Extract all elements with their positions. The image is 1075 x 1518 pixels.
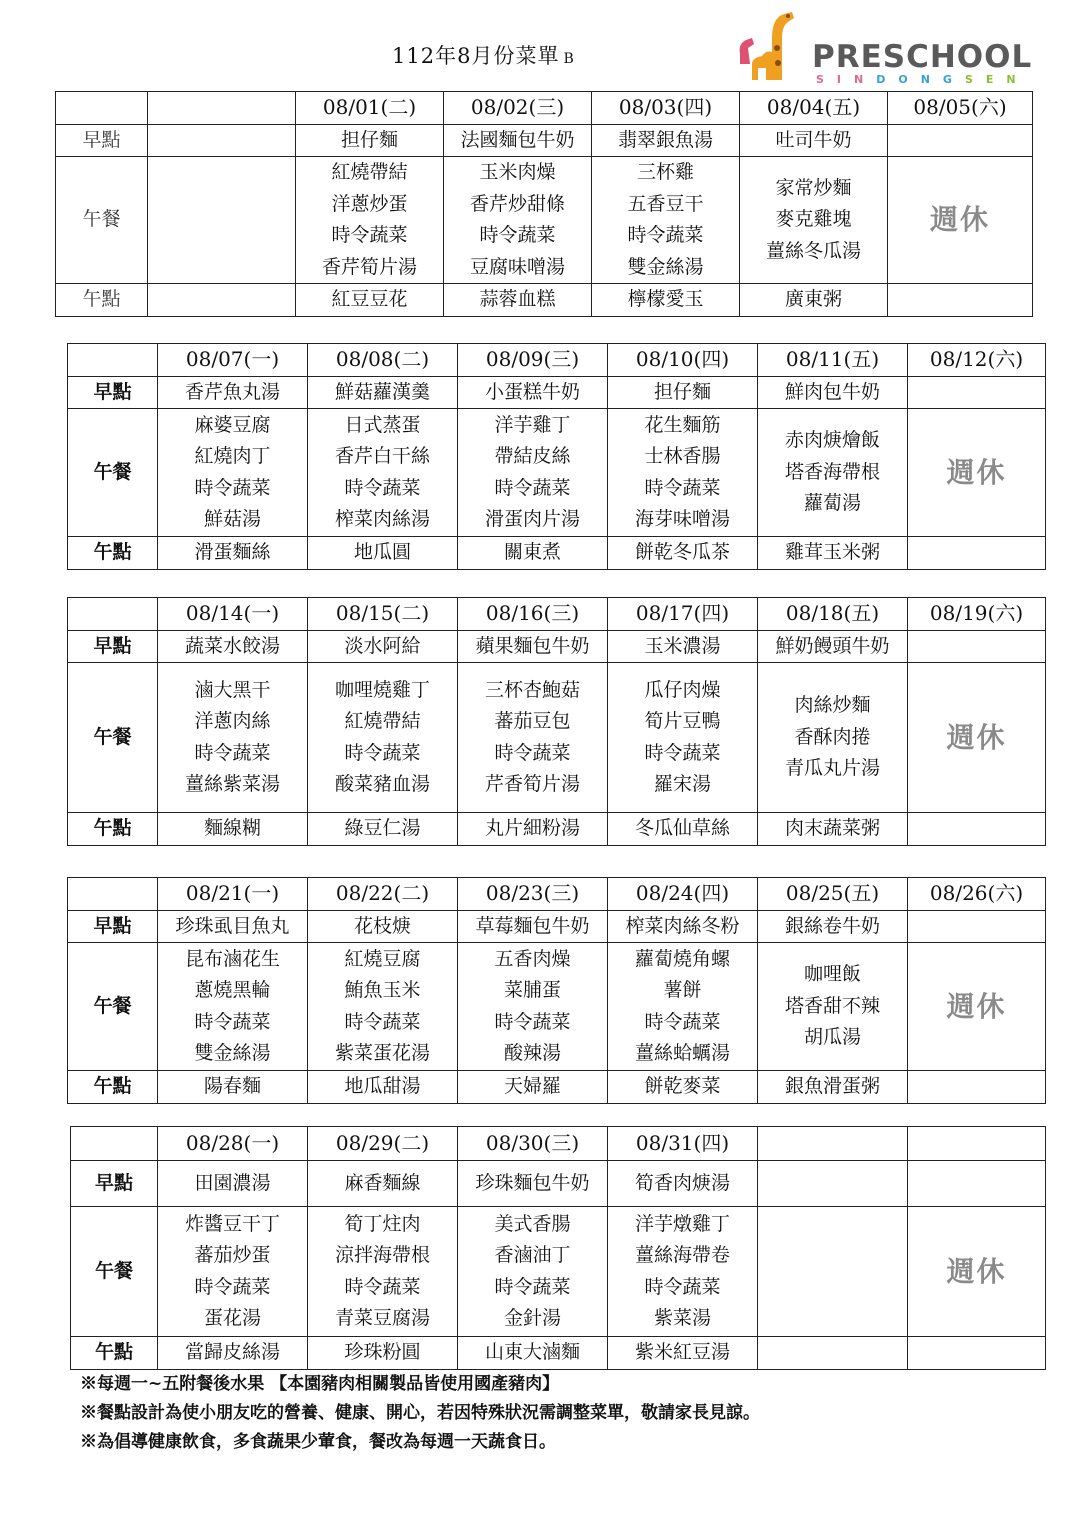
dish: 洋蔥肉絲 — [194, 710, 271, 732]
snack-cell: 當歸皮絲湯 — [158, 1337, 308, 1370]
day-header: 08/29(二) — [308, 1127, 458, 1161]
breakfast-cell — [908, 630, 1046, 663]
dish: 青瓜丸片湯 — [784, 757, 880, 780]
day-header: 08/23(三) — [458, 878, 608, 911]
lunch-cell — [740, 157, 888, 284]
dish: 五香肉燥 — [494, 947, 571, 970]
snack-cell: 珍珠粉圓 — [308, 1337, 458, 1370]
breakfast-cell — [888, 124, 1033, 157]
blank-cell — [148, 157, 296, 284]
breakfast-cell: 担仔麵 — [296, 124, 444, 157]
dish: 榨菜肉絲湯 — [334, 508, 430, 530]
holiday-cell: 週休 — [908, 663, 1046, 813]
dish: 紫菜蛋花湯 — [334, 1042, 430, 1064]
holiday-cell: 週休 — [908, 1207, 1046, 1337]
dish: 蔥燒黑輪 — [194, 979, 271, 1001]
dish: 昆布滷花生 — [184, 947, 280, 970]
dish: 五香豆干 — [627, 192, 704, 215]
breakfast-cell: 玉米濃湯 — [608, 630, 758, 663]
dish: 蕃茄炒蛋 — [194, 1244, 271, 1266]
snack-cell: 麵線糊 — [158, 813, 308, 846]
day-header: 08/17(四) — [608, 598, 758, 631]
lunch-cell — [158, 1207, 308, 1337]
lunch-cell — [308, 1207, 458, 1337]
snack-cell: 銀魚滑蛋粥 — [758, 1071, 908, 1104]
lunch-cell — [458, 409, 608, 537]
day-header: 08/04(五) — [740, 92, 888, 125]
dish: 紅燒肉丁 — [194, 445, 271, 467]
day-header: 08/03(四) — [592, 92, 740, 125]
day-header: 08/05(六) — [888, 92, 1033, 125]
footnotes — [80, 1370, 760, 1457]
dish: 時令蔬菜 — [494, 1010, 571, 1033]
dish: 雙金絲湯 — [194, 1042, 271, 1064]
lunch-cell — [758, 663, 908, 813]
dish: 香芹白干絲 — [334, 445, 430, 467]
breakfast-cell: 蘋果麵包牛奶 — [458, 630, 608, 663]
snack-cell — [758, 1337, 908, 1370]
row-label-snack: 午點 — [68, 813, 158, 846]
dish: 滑蛋肉片湯 — [484, 508, 580, 530]
day-header: 08/01(二) — [296, 92, 444, 125]
holiday-cell: 週休 — [888, 157, 1033, 284]
snack-cell: 檸檬愛玉 — [592, 284, 740, 317]
menu-table-week-2 — [67, 343, 1046, 570]
lunch-cell — [608, 663, 758, 813]
day-header — [758, 1127, 908, 1161]
dish: 芹香筍片湯 — [484, 773, 580, 795]
day-header: 08/08(二) — [308, 344, 458, 377]
day-header: 08/26(六) — [908, 878, 1046, 911]
breakfast-cell: 淡水阿給 — [308, 630, 458, 663]
lunch-cell — [458, 943, 608, 1071]
lunch-cell — [608, 1207, 758, 1337]
dish: 羅宋湯 — [653, 773, 711, 795]
corner-cell — [56, 92, 148, 125]
row-label-breakfast: 早點 — [71, 1161, 158, 1207]
breakfast-cell: 榨菜肉絲冬粉 — [608, 910, 758, 943]
row-label-lunch: 午餐 — [56, 157, 148, 284]
breakfast-cell: 花枝焿 — [308, 910, 458, 943]
lunch-cell — [308, 943, 458, 1071]
dish: 薑絲冬瓜湯 — [765, 239, 861, 262]
breakfast-cell: 鮮菇蘿漢羹 — [308, 376, 458, 409]
lunch-cell — [458, 1207, 608, 1337]
lunch-cell — [296, 157, 444, 284]
dish: 青菜豆腐湯 — [334, 1307, 430, 1329]
dish: 香酥肉捲 — [794, 725, 871, 748]
blank-cell — [148, 124, 296, 157]
day-header: 08/24(四) — [608, 878, 758, 911]
dish: 咖哩燒雞丁 — [334, 678, 430, 701]
dish: 時令蔬菜 — [344, 741, 421, 764]
day-header: 08/31(四) — [608, 1127, 758, 1161]
dish: 筍片豆鴨 — [644, 710, 721, 732]
day-header: 08/16(三) — [458, 598, 608, 631]
dish: 時令蔬菜 — [194, 1275, 271, 1298]
day-header: 08/14(一) — [158, 598, 308, 631]
lunch-cell — [592, 157, 740, 284]
dish: 香芹筍片湯 — [321, 255, 417, 278]
row-label-snack: 午點 — [68, 537, 158, 570]
dish: 時令蔬菜 — [194, 476, 271, 499]
dish: 肉絲炒麵 — [794, 694, 871, 717]
dish: 蘿蔔湯 — [803, 492, 861, 515]
dish: 時令蔬菜 — [479, 224, 556, 246]
logo-sub-text — [816, 74, 1029, 85]
snack-cell: 雞茸玉米粥 — [758, 537, 908, 570]
dish: 筍丁炷肉 — [344, 1212, 421, 1235]
lunch-cell — [608, 409, 758, 537]
row-label-breakfast: 早點 — [68, 630, 158, 663]
dish: 蕃茄豆包 — [494, 710, 571, 732]
dish: 時令蔬菜 — [627, 224, 704, 246]
day-header: 08/02(三) — [444, 92, 592, 125]
breakfast-cell — [908, 910, 1046, 943]
dish: 酸菜豬血湯 — [334, 773, 430, 795]
day-header: 08/10(四) — [608, 344, 758, 377]
dish: 時令蔬菜 — [494, 476, 571, 499]
snack-cell: 紫米紅豆湯 — [608, 1337, 758, 1370]
snack-cell: 紅豆豆花 — [296, 284, 444, 317]
corner-cell — [68, 598, 158, 631]
dish: 洋芋燉雞丁 — [634, 1212, 730, 1235]
lunch-cell — [444, 157, 592, 284]
snack-cell: 丸片細粉湯 — [458, 813, 608, 846]
dish: 豆腐味噌湯 — [469, 255, 565, 278]
empty-lunch-cell — [758, 1207, 908, 1337]
dish: 菜脯蛋 — [503, 979, 561, 1001]
dish: 海芽味噌湯 — [634, 508, 730, 530]
dish: 滷大黑干 — [194, 678, 271, 701]
snack-cell: 綠豆仁湯 — [308, 813, 458, 846]
snack-cell: 餅乾麥菜 — [608, 1071, 758, 1104]
breakfast-cell: 筍香肉焿湯 — [608, 1161, 758, 1207]
dish: 洋芋雞丁 — [494, 413, 571, 436]
dish: 赤肉焿燴飯 — [784, 429, 880, 452]
dish: 鮮菇湯 — [203, 508, 261, 530]
breakfast-cell — [758, 1161, 908, 1207]
snack-cell: 地瓜圓 — [308, 537, 458, 570]
breakfast-cell: 珍珠虱目魚丸 — [158, 910, 308, 943]
snack-cell: 陽春麵 — [158, 1071, 308, 1104]
row-label-breakfast: 早點 — [68, 376, 158, 409]
dish: 炸醬豆干丁 — [184, 1212, 280, 1235]
day-header: 08/19(六) — [908, 598, 1046, 631]
lunch-cell — [758, 409, 908, 537]
snack-cell: 蒜蓉血糕 — [444, 284, 592, 317]
logo-sub-1: SIN — [816, 73, 877, 86]
breakfast-cell: 翡翠銀魚湯 — [592, 124, 740, 157]
day-header: 08/22(二) — [308, 878, 458, 911]
dish: 家常炒麵 — [775, 176, 852, 199]
row-label-snack: 午點 — [71, 1337, 158, 1370]
breakfast-cell: 銀絲卷牛奶 — [758, 910, 908, 943]
lunch-cell — [308, 663, 458, 813]
lunch-cell — [158, 943, 308, 1071]
breakfast-cell: 鮮奶饅頭牛奶 — [758, 630, 908, 663]
row-label-lunch: 午餐 — [68, 663, 158, 813]
dish: 帶結皮絲 — [494, 445, 571, 467]
dish: 洋蔥炒蛋 — [331, 192, 408, 215]
breakfast-cell: 担仔麵 — [608, 376, 758, 409]
footnote: ※每週一~五附餐後水果 【本園豬肉相關製品皆使用國產豬肉】 — [80, 1374, 560, 1394]
row-label-lunch: 午餐 — [71, 1207, 158, 1337]
preschool-logo — [732, 8, 1032, 90]
dish: 時令蔬菜 — [344, 476, 421, 499]
dish: 日式蒸蛋 — [344, 413, 421, 436]
snack-cell: 廣東粥 — [740, 284, 888, 317]
corner-cell — [68, 344, 158, 377]
dish: 時令蔬菜 — [194, 741, 271, 764]
title-suffix: B — [563, 51, 575, 67]
breakfast-cell — [908, 1161, 1046, 1207]
dish: 時令蔬菜 — [344, 1275, 421, 1298]
day-header: 08/30(三) — [458, 1127, 608, 1161]
row-label-snack: 午點 — [68, 1071, 158, 1104]
blank-cell — [148, 284, 296, 317]
lunch-cell — [308, 409, 458, 537]
dish: 時令蔬菜 — [194, 1010, 271, 1033]
day-header — [908, 1127, 1046, 1161]
breakfast-cell: 麻香麵線 — [308, 1161, 458, 1207]
dish: 時令蔬菜 — [644, 1010, 721, 1033]
day-header: 08/25(五) — [758, 878, 908, 911]
dish: 紅燒豆腐 — [344, 947, 421, 970]
dish: 時令蔬菜 — [344, 1010, 421, 1033]
dish: 玉米肉燥 — [479, 161, 556, 183]
corner-cell — [71, 1127, 158, 1161]
breakfast-cell: 蔬菜水餃湯 — [158, 630, 308, 663]
menu-table-week-1 — [55, 91, 1033, 317]
row-label-lunch: 午餐 — [68, 943, 158, 1071]
dish: 香芹炒甜條 — [469, 192, 565, 215]
breakfast-cell: 吐司牛奶 — [740, 124, 888, 157]
day-header: 08/12(六) — [908, 344, 1046, 377]
snack-cell: 餅乾冬瓜茶 — [608, 537, 758, 570]
dish: 塔香甜不辣 — [784, 994, 880, 1017]
logo-sub-3: SEN — [964, 73, 1029, 86]
dish: 紫菜湯 — [653, 1307, 711, 1329]
dish: 士林香腸 — [644, 445, 721, 467]
row-label-breakfast: 早點 — [56, 124, 148, 157]
blank-cell — [148, 92, 296, 125]
day-header: 08/11(五) — [758, 344, 908, 377]
breakfast-cell: 鮮肉包牛奶 — [758, 376, 908, 409]
dish: 時令蔬菜 — [494, 741, 571, 764]
dish: 薯餅 — [663, 979, 702, 1001]
dish: 薑絲紫菜湯 — [184, 773, 280, 795]
dish: 紅燒帶結 — [331, 161, 408, 183]
dish: 美式香腸 — [494, 1212, 571, 1235]
dish: 時令蔬菜 — [644, 741, 721, 764]
dish: 麻婆豆腐 — [194, 413, 271, 436]
snack-cell: 關東煮 — [458, 537, 608, 570]
dish: 香滷油丁 — [494, 1244, 571, 1266]
corner-cell — [68, 878, 158, 911]
snack-cell — [888, 284, 1033, 317]
day-header: 08/18(五) — [758, 598, 908, 631]
dish: 薑絲蛤蠣湯 — [634, 1042, 730, 1064]
row-label-breakfast: 早點 — [68, 910, 158, 943]
dish: 雙金絲湯 — [627, 255, 704, 278]
giraffe-logo-icon — [732, 8, 812, 88]
lunch-cell — [458, 663, 608, 813]
dish: 時令蔬菜 — [644, 476, 721, 499]
dish: 蘿蔔燒角螺 — [634, 947, 730, 970]
day-header: 08/15(二) — [308, 598, 458, 631]
lunch-cell — [608, 943, 758, 1071]
snack-cell: 滑蛋麵絲 — [158, 537, 308, 570]
logo-sub-2: DONG — [876, 73, 965, 86]
menu-table-week-5 — [70, 1126, 1046, 1370]
breakfast-cell: 小蛋糕牛奶 — [458, 376, 608, 409]
day-header: 08/28(一) — [158, 1127, 308, 1161]
breakfast-cell: 法國麵包牛奶 — [444, 124, 592, 157]
breakfast-cell — [908, 376, 1046, 409]
snack-cell — [908, 813, 1046, 846]
day-header: 08/07(一) — [158, 344, 308, 377]
dish: 蛋花湯 — [203, 1307, 261, 1329]
lunch-cell — [758, 943, 908, 1071]
row-label-snack: 午點 — [56, 284, 148, 317]
title-text: 112年8月份菜單 — [392, 44, 560, 68]
snack-cell: 肉末蔬菜粥 — [758, 813, 908, 846]
footnote: ※為倡導健康飲食，多食蔬果少葷食，餐改為每週一天蔬食日。 — [80, 1432, 556, 1452]
holiday-cell: 週休 — [908, 943, 1046, 1071]
dish: 涼拌海帶根 — [334, 1244, 430, 1266]
breakfast-cell: 香芹魚丸湯 — [158, 376, 308, 409]
snack-cell — [908, 537, 1046, 570]
snack-cell: 冬瓜仙草絲 — [608, 813, 758, 846]
dish: 時令蔬菜 — [494, 1275, 571, 1298]
lunch-cell — [158, 663, 308, 813]
menu-table-week-3 — [67, 597, 1046, 846]
breakfast-cell: 珍珠麵包牛奶 — [458, 1161, 608, 1207]
dish: 金針湯 — [503, 1307, 561, 1329]
dish: 時令蔬菜 — [331, 224, 408, 246]
breakfast-cell: 田園濃湯 — [158, 1161, 308, 1207]
menu-table-week-4 — [67, 877, 1046, 1104]
dish: 酸辣湯 — [503, 1042, 561, 1064]
breakfast-cell: 草莓麵包牛奶 — [458, 910, 608, 943]
row-label-lunch: 午餐 — [68, 409, 158, 537]
dish: 薑絲海帶卷 — [634, 1244, 730, 1266]
dish: 瓜仔肉燥 — [644, 678, 721, 701]
dish: 塔香海帶根 — [784, 460, 880, 483]
day-header: 08/21(一) — [158, 878, 308, 911]
snack-cell — [908, 1337, 1046, 1370]
snack-cell: 天婦羅 — [458, 1071, 608, 1104]
dish: 三杯雞 — [636, 161, 694, 183]
page-title — [392, 40, 575, 70]
dish: 胡瓜湯 — [803, 1026, 861, 1049]
day-header: 08/09(三) — [458, 344, 608, 377]
dish: 紅燒帶結 — [344, 710, 421, 732]
dish: 咖哩飯 — [803, 963, 861, 986]
lunch-cell — [158, 409, 308, 537]
snack-cell — [908, 1071, 1046, 1104]
dish: 三杯杏鮑菇 — [484, 678, 580, 701]
logo-brand-text: PRESCHOOL — [812, 39, 1033, 75]
footnote: ※餐點設計為使小朋友吃的營養、健康、開心，若因特殊狀況需調整菜單，敬請家長見諒。 — [80, 1403, 760, 1423]
dish: 時令蔬菜 — [644, 1275, 721, 1298]
dish: 麥克雞塊 — [775, 208, 852, 231]
dish: 花生麵筋 — [644, 413, 721, 436]
snack-cell: 地瓜甜湯 — [308, 1071, 458, 1104]
dish: 鮪魚玉米 — [344, 979, 421, 1001]
snack-cell: 山東大滷麵 — [458, 1337, 608, 1370]
holiday-cell: 週休 — [908, 409, 1046, 537]
